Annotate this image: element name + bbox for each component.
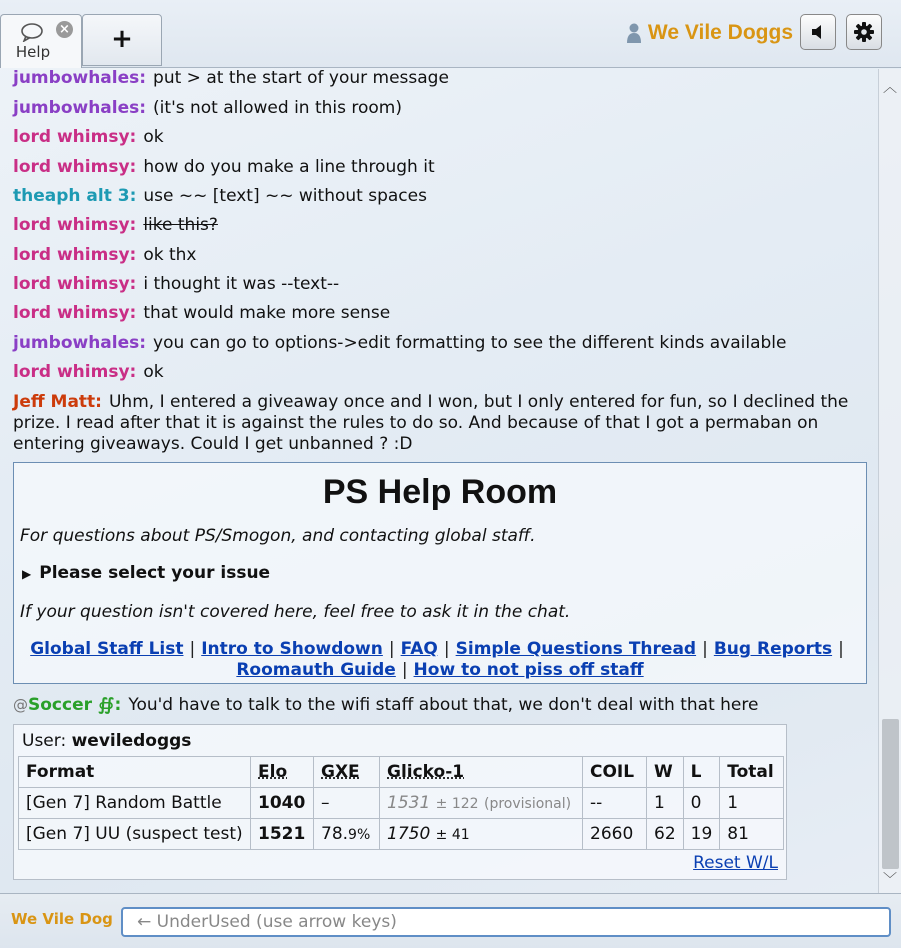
total-cell: 1 <box>720 788 784 819</box>
chat-username[interactable]: jumbowhales: <box>13 333 147 353</box>
chat-scrollbar[interactable] <box>878 69 901 893</box>
glicko-cell: 1750 ± 41 <box>380 819 583 850</box>
top-header <box>0 0 901 68</box>
infobox-links: Global Staff List | Intro to Showdown | FAQ | Simple Questions Thread | Bug Reports | Roomauth Guide | How to not piss off staff <box>30 639 844 680</box>
chat-text: ok <box>143 127 164 147</box>
link-faq[interactable]: FAQ <box>400 639 438 659</box>
user-icon <box>626 23 642 43</box>
chat-input[interactable]: ← UnderUsed (use arrow keys) <box>121 907 891 937</box>
tab-help-label: Help <box>15 43 51 61</box>
chat-text: Uhm, I entered a giveaway once and I won, but I only entered for fun, so I declined the prize. I read after that it is against the rules to do so. And because of that I got a permaban on entering giveaways. Could I get unbanned ? :D <box>13 392 849 454</box>
tab-help[interactable] <box>0 14 82 68</box>
infobox-subtitle: For questions about PS/Smogon, and contacting global staff. <box>20 526 536 546</box>
link-global-staff-list[interactable]: Global Staff List <box>30 639 184 659</box>
chat-username[interactable]: lord whimsy: <box>13 362 137 382</box>
issue-selector-label: Please select your issue <box>39 563 271 583</box>
chat-username[interactable]: lord whimsy: <box>13 245 137 265</box>
elo-cell: 1521 <box>251 819 314 850</box>
scroll-up-icon[interactable]: ︿ <box>883 80 897 96</box>
total-cell: 81 <box>720 819 784 850</box>
settings-button[interactable] <box>846 14 882 50</box>
chat-message <box>13 127 164 148</box>
col-gxe: GXE <box>314 757 380 788</box>
chat-text: use ~~ [text] ~~ without spaces <box>143 186 427 206</box>
chat-message <box>13 362 164 383</box>
chat-text: ok <box>143 362 164 382</box>
infobox-note: If your question isn't covered here, feel free to ask it in the chat. <box>20 602 571 622</box>
chat-message <box>13 69 449 89</box>
chat-message <box>13 215 218 236</box>
chat-message <box>13 274 339 295</box>
chat-input-bar <box>0 893 901 948</box>
user-area[interactable] <box>626 18 793 48</box>
staff-name: Soccer <box>28 695 92 715</box>
scroll-thumb[interactable] <box>882 719 899 869</box>
chat-username[interactable]: lord whimsy: <box>13 274 137 294</box>
col-l: L <box>683 757 720 788</box>
glicko-cell: 1531 ± 122 (provisional) <box>380 788 583 819</box>
format-cell: [Gen 7] UU (suspect test) <box>19 819 251 850</box>
chat-username[interactable]: jumbowhales: <box>13 69 147 88</box>
losses-cell: 19 <box>683 819 720 850</box>
chat-message <box>13 333 787 354</box>
link-intro-to-showdown[interactable]: Intro to Showdown <box>201 639 383 659</box>
col-total: Total <box>720 757 784 788</box>
chat-username[interactable]: jumbowhales: <box>13 98 147 118</box>
chat-message <box>13 303 390 324</box>
infobox-title: PS Help Room <box>322 473 558 511</box>
chat-username[interactable]: lord whimsy: <box>13 303 137 323</box>
username[interactable]: We Vile Doggs <box>647 21 793 44</box>
chat-username[interactable] <box>13 695 121 715</box>
elo-cell: 1040 <box>251 788 314 819</box>
gear-icon <box>853 21 875 43</box>
help-room-infobox <box>13 462 867 684</box>
chat-text: how do you make a line through it <box>143 157 435 177</box>
chat-message <box>13 392 853 455</box>
ladder-rankings <box>13 724 787 880</box>
table-row <box>19 819 784 850</box>
own-username[interactable]: We Vile Dog <box>11 910 113 928</box>
speaker-icon <box>809 23 827 41</box>
chat-text-strikethrough: like this? <box>143 215 218 235</box>
col-coil: COIL <box>583 757 647 788</box>
chat-message <box>13 245 196 266</box>
issue-selector[interactable] <box>22 563 270 583</box>
speech-bubble-icon <box>20 22 44 42</box>
link-staff-etiquette[interactable]: How to not piss off staff <box>413 660 644 680</box>
chat-message <box>13 98 402 119</box>
chat-text: that would make more sense <box>143 303 391 323</box>
sound-button[interactable] <box>800 14 836 50</box>
chat-text: you can go to options->edit formatting to see the different kinds available <box>153 333 787 353</box>
coil-cell: 2660 <box>583 819 647 850</box>
losses-cell: 0 <box>683 788 720 819</box>
close-tab-icon[interactable]: × <box>56 21 73 38</box>
link-roomauth-guide[interactable]: Roomauth Guide <box>236 660 396 680</box>
chat-message <box>13 157 435 178</box>
chat-log[interactable] <box>0 69 878 893</box>
new-tab-button[interactable]: + <box>82 14 162 66</box>
reset-wl-link[interactable]: Reset W/L <box>693 853 778 873</box>
col-format: Format <box>19 757 251 788</box>
chat-text: put > at the start of your message <box>153 69 449 88</box>
coil-cell: -- <box>583 788 647 819</box>
chat-text: You'd have to talk to the wifi staff about that, we don't deal with that here <box>128 695 759 715</box>
chat-username[interactable]: lord whimsy: <box>13 127 137 147</box>
chat-text: i thought it was --text-- <box>143 274 340 294</box>
col-elo: Elo <box>251 757 314 788</box>
table-row <box>19 788 784 819</box>
link-bug-reports[interactable]: Bug Reports <box>713 639 833 659</box>
table-header-row <box>19 757 784 788</box>
link-simple-questions-thread[interactable]: Simple Questions Thread <box>455 639 697 659</box>
chat-username[interactable]: lord whimsy: <box>13 157 137 177</box>
chat-text: (it's not allowed in this room) <box>153 98 403 118</box>
wins-cell: 62 <box>647 819 684 850</box>
chat-username[interactable]: lord whimsy: <box>13 215 137 235</box>
ladder-user: User: weviledoggs <box>22 731 192 751</box>
chat-username[interactable]: Jeff Matt: <box>13 392 102 412</box>
col-glicko: Glicko-1 <box>380 757 583 788</box>
gxe-cell: 78.9% <box>314 819 380 850</box>
rankings-table <box>18 756 784 850</box>
disclosure-triangle-icon: ▶ <box>22 567 32 581</box>
chat-username[interactable]: theaph alt 3: <box>13 186 137 206</box>
badge-icon: ∯: <box>97 695 122 715</box>
gxe-cell: – <box>314 788 380 819</box>
wins-cell: 1 <box>647 788 684 819</box>
chat-text: ok thx <box>143 245 197 265</box>
chat-message <box>13 695 758 716</box>
col-w: W <box>647 757 684 788</box>
format-cell: [Gen 7] Random Battle <box>19 788 251 819</box>
chat-message <box>13 186 427 207</box>
scroll-down-icon[interactable]: ﹀ <box>883 872 897 888</box>
rank-symbol: @ <box>13 696 28 714</box>
